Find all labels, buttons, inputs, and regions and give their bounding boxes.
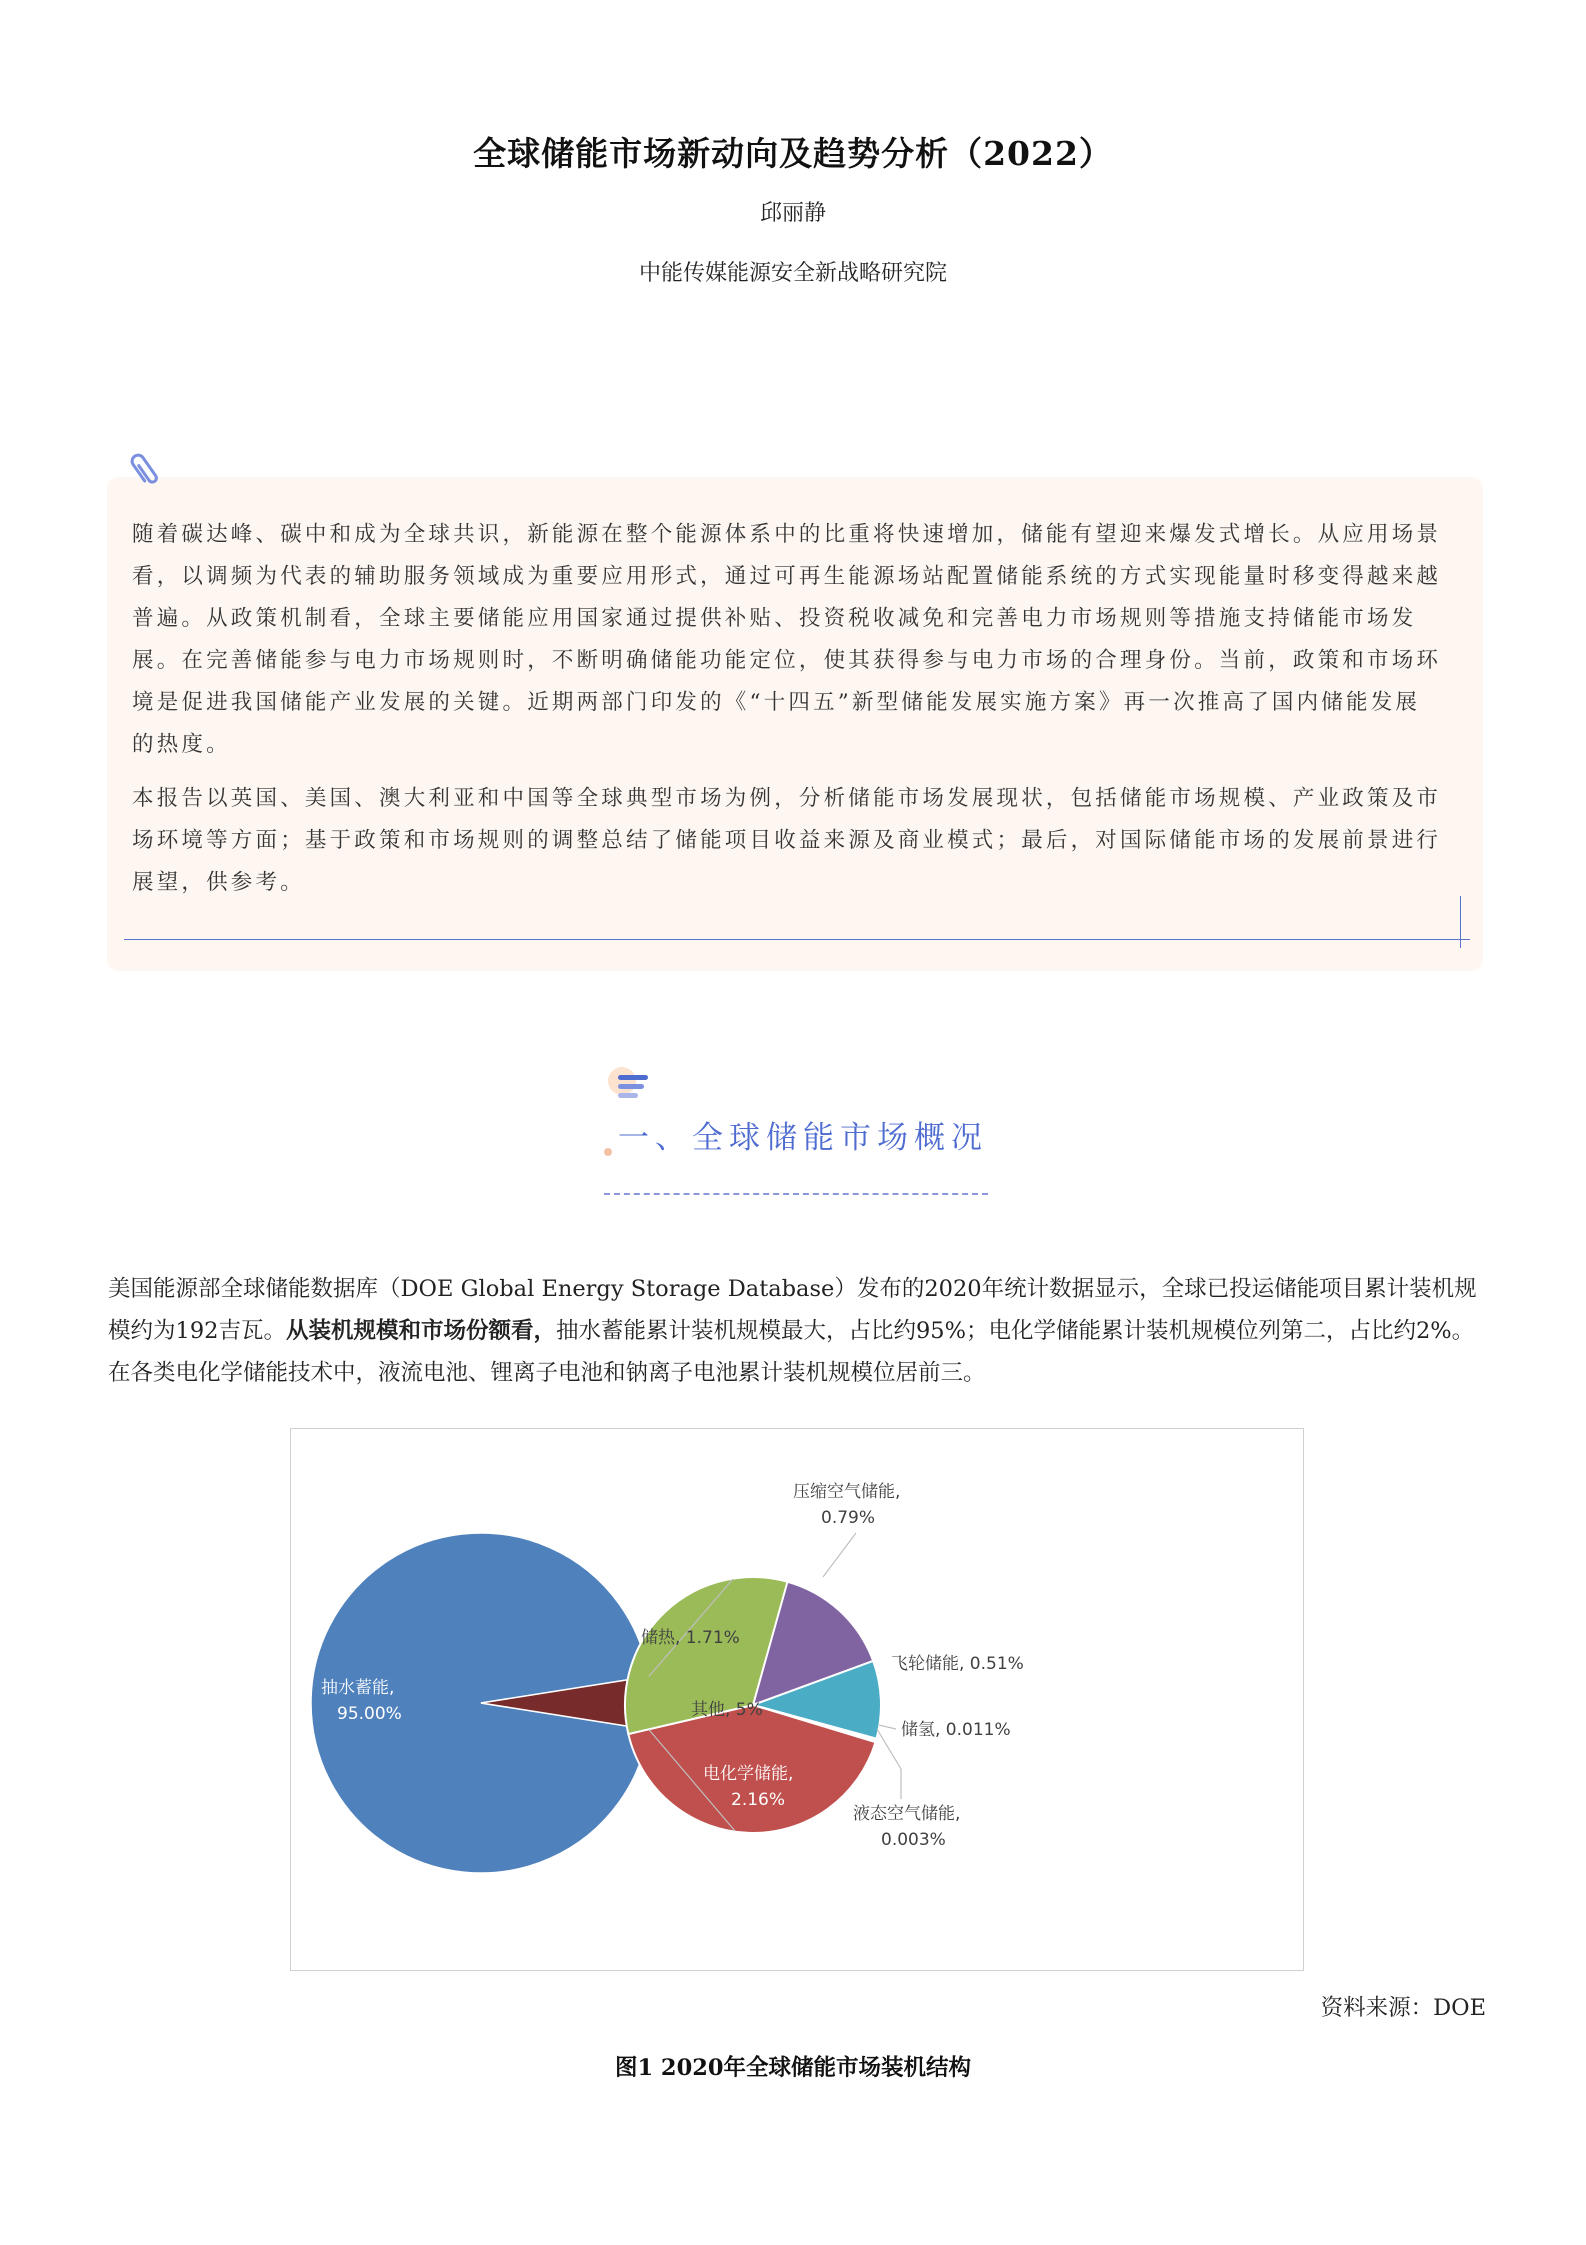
abstract-paragraph-1: 随着碳达峰、碳中和成为全球共识，新能源在整个能源体系中的比重将快速增加，储能有望迎来爆发式增长。从应用场景看，以调频为代表的辅助服务领域成为重要应用形式，通过可再生能源场站配置储能系统的方式实现能量时移变得越来越普遍。从政策机制看，全球主要储能应用国家通过提供补贴、投资税收减免和完善电力市场规则等措施支持储能市场发展。在完善储能参与电力市场规则时，不断明确储能功能定位，使其获得参与电力市场的合理身份。当前，政策和市场环境是促进我国储能产业发展的关键。近期两部门印发的《“十四五”新型储能发展实施方案》再一次推高了国内储能发展的热度。: [132, 522, 1442, 757]
chart-frame: [290, 1428, 1304, 1971]
label-pumped-hydro-value: 95.00%: [337, 1704, 402, 1724]
section-heading-dot: [604, 1148, 612, 1156]
label-compressed-air-value: 0.79%: [821, 1508, 876, 1528]
paperclip-icon: [128, 449, 162, 493]
label-thermal: 储热, 1.71%: [641, 1628, 740, 1648]
body-paragraph: [108, 1268, 1480, 1394]
section-heading-icon: [604, 1063, 664, 1107]
figure-caption: 图1 2020年全球储能市场装机结构: [614, 2055, 972, 2081]
document-title: 全球储能市场新动向及趋势分析（2022）: [473, 134, 1113, 173]
body-text-part-1: 美国能源部全球储能数据库（DOE Global Energy Storage Database）发布的2020年统计数据显示，全球已投运储能项目累计装机规模约为192吉瓦。: [108, 1276, 1477, 1344]
abstract-divider: [124, 939, 1470, 940]
pie-of-pie-chart: [291, 1429, 1303, 1970]
label-liquid-air-name: 液态空气储能,: [853, 1804, 961, 1824]
abstract-paragraph-2: 本报告以英国、美国、澳大利亚和中国等全球典型市场为例，分析储能市场发展现状，包括储能市场规模、产业政策及市场环境等方面；基于政策和市场规则的调整总结了储能项目收益来源及商业模式；最后，对国际储能市场的发展前景进行展望，供参考。: [132, 786, 1442, 895]
author-affiliation: 中能传媒能源安全新战略研究院: [638, 261, 947, 286]
leader-compressed-air: [823, 1533, 856, 1577]
leader-liquid-air: [877, 1729, 901, 1799]
leader-hydrogen: [879, 1725, 896, 1729]
abstract-text: [132, 514, 1442, 916]
section-heading-underline: [604, 1193, 988, 1195]
label-other: 其他, 5%: [691, 1700, 763, 1720]
author-name: 邱丽静: [759, 201, 826, 226]
label-compressed-air-name: 压缩空气储能,: [793, 1482, 901, 1502]
label-flywheel: 飞轮储能, 0.51%: [891, 1654, 1024, 1674]
label-hydrogen: 储氢, 0.011%: [901, 1720, 1011, 1740]
body-text-emphasis: 从装机规模和市场份额看，: [285, 1318, 556, 1344]
abstract-divider-mark: [1460, 896, 1461, 948]
label-electrochemical-name: 电化学储能,: [703, 1764, 794, 1784]
figure-source: 资料来源：DOE: [1320, 1995, 1486, 2021]
section-heading: 一、全球储能市场概况: [618, 1120, 988, 1156]
label-liquid-air-value: 0.003%: [881, 1830, 946, 1850]
label-electrochemical-value: 2.16%: [731, 1790, 786, 1810]
body-text-part-3: 抽水蓄能累计装机规模最大，占比约95%；电化学储能累计装机规模位列第二，占比约2%。在各类电化学储能技术中，液流电池、锂离子电池和钠离子电池累计装机规模位居前三。: [108, 1318, 1475, 1386]
label-pumped-hydro-name: 抽水蓄能,: [321, 1678, 395, 1698]
